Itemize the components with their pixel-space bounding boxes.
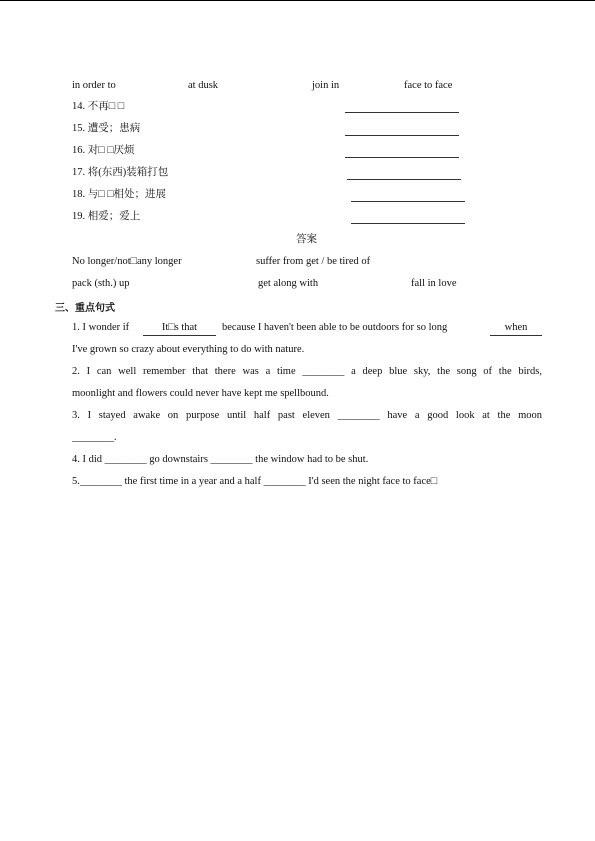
item-18: 18. 与□ □相处；进展 (72, 189, 167, 200)
answer-no-longer: No longer/not□any longer (72, 256, 182, 267)
sentence-1-middle: because I haven't been able to be outdoors for so long (222, 322, 448, 333)
phrase-at-dusk: at dusk (188, 80, 219, 91)
phrase-join-in: join in (312, 80, 340, 91)
header-rule (0, 0, 595, 1)
answers-title: 答案 (296, 234, 317, 245)
phrase-face-to-face: face to face (404, 80, 453, 91)
sentence-5: 5.________ the first time in a year and a half ________ I'd seen the night face to face□ (72, 476, 438, 487)
answer-blank-14[interactable] (345, 112, 459, 113)
sentence-2-line-2: moonlight and flowers could never have kept me spellbound. (72, 388, 329, 399)
sentence-1-answer-2: when (490, 321, 542, 336)
sentence-1-answer-1: It□s that (143, 321, 216, 336)
sentence-1-start: 1. I wonder if (72, 322, 130, 333)
answer-blank-15[interactable] (345, 135, 459, 136)
answer-blank-19[interactable] (351, 223, 465, 224)
item-14: 14. 不再□ □ (72, 101, 125, 112)
item-17: 17. 将(东西)装箱打包 (72, 167, 169, 178)
phrase-in-order-to: in order to (72, 80, 116, 91)
answer-fall-in-love: fall in love (411, 278, 457, 289)
answer-suffer-from: suffer from get / be tired of (256, 256, 371, 267)
sentence-1-line-2: I've grown so crazy about everything to do with nature. (72, 344, 305, 355)
item-19: 19. 相爱；爱上 (72, 211, 141, 222)
answer-blank-16[interactable] (345, 157, 459, 158)
sentence-4: 4. I did ________ go downstairs ________ the window had to be shut. (72, 454, 369, 465)
section-title: 三、重点句式 (55, 303, 115, 314)
item-16: 16. 对□ □厌烦 (72, 145, 135, 156)
answer-blank-18[interactable] (351, 201, 465, 202)
answer-pack-up: pack (sth.) up (72, 278, 130, 289)
item-15: 15. 遭受；患病 (72, 123, 141, 134)
sentence-3-line-1: 3. I stayed awake on purpose until half past eleven ________ have a good look at the moon (72, 410, 542, 421)
answer-get-along-with: get along with (258, 278, 319, 289)
sentence-3-line-2: ________. (72, 432, 117, 443)
answer-blank-17[interactable] (347, 179, 461, 180)
sentence-2-line-1: 2. I can well remember that there was a time ________ a deep blue sky, the song of the birds, (72, 366, 542, 377)
